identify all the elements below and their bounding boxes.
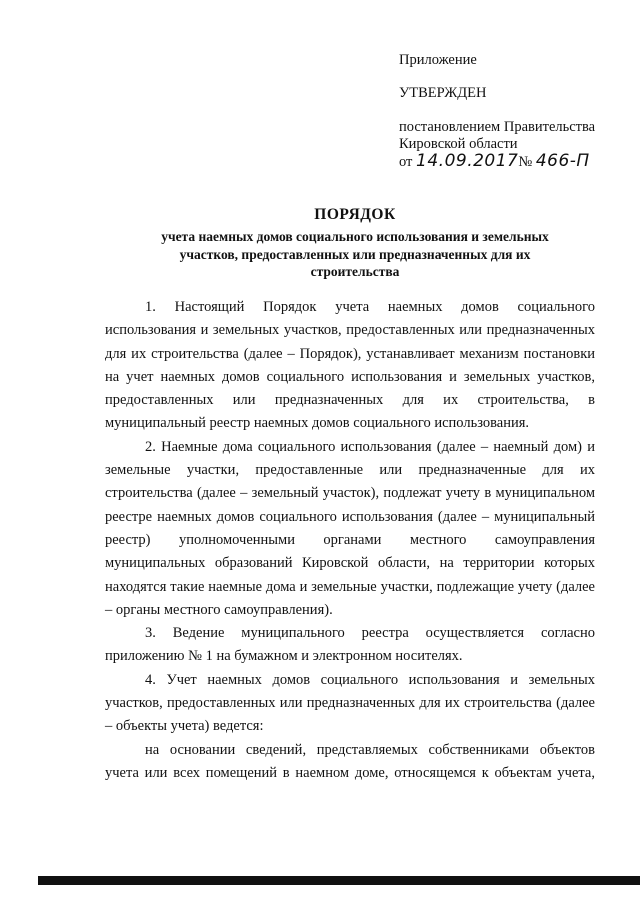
paragraph-3: 3. Ведение муниципального реестра осуществляется согласно приложению № 1 на бумажном и электронном носителях. xyxy=(105,625,595,665)
decree-date-number xyxy=(399,153,634,171)
approval-block xyxy=(399,52,634,171)
scan-edge-bar xyxy=(38,876,640,885)
appendix-label: Приложение xyxy=(399,52,477,68)
decree-date: 14.09.2017 xyxy=(416,151,519,171)
approved-label: УТВЕРЖДЕН xyxy=(399,85,487,101)
decree-line-1: постановлением Правительства xyxy=(399,119,596,135)
paragraph-5: на основании сведений, представляемых собственниками объектов учета или всех помещений в наемном доме, относящемся к объектам учета, xyxy=(105,741,595,781)
decree-number: 466-П xyxy=(535,151,590,171)
document-title: ПОРЯДОК xyxy=(314,206,396,223)
decree-line-2: Кировской области xyxy=(399,136,518,152)
paragraph-1: 1. Настоящий Порядок учета наемных домов социального использования и земельных участков, предоставленных или предназначенных для их строительства (далее – Порядок), устанавливает механизм постановки на учет наемных домов социального использования и земельных участков, предоставленных или предназначенных для их строительства, в муниципальный реестр наемных домов социального использования. xyxy=(105,299,595,432)
document-body xyxy=(105,296,595,785)
number-sign: № xyxy=(518,154,533,170)
from-prefix: от xyxy=(399,154,413,170)
document-subtitle: учета наемных домов социального использования и земельных участков, предоставленных или предназначенных для их строительства xyxy=(161,229,549,279)
paragraph-2: 2. Наемные дома социального использования (далее – наемный дом) и земельные участки, предоставленные или предназначенные для их строительства (далее – земельный участок), подлежат учету в муниципальном реестре наемных домов социального использования (далее – муниципальный реестр) уполномоченными органами местного самоуправления муниципальных образований Кировской области, на территории которых находятся такие наемные дома и земельные участки, подлежащие учету (далее – органы местного самоуправления). xyxy=(105,438,595,618)
paragraph-4: 4. Учет наемных домов социального использования и земельных участков, предоставленных или предназначенных для их строительства (далее – объекты учета) ведется: xyxy=(105,671,595,735)
